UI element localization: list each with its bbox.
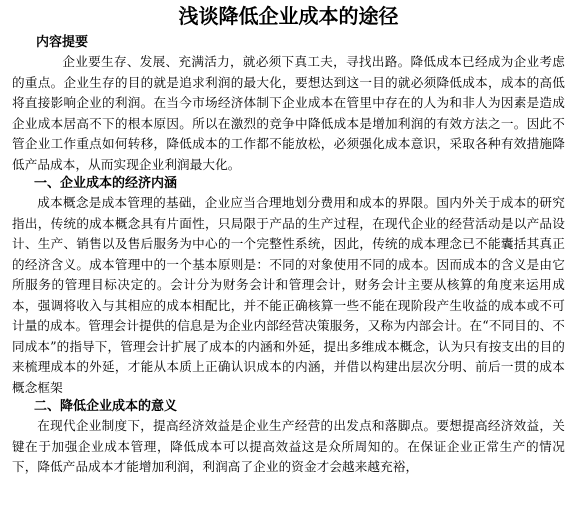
abstract-heading: 内容提要 — [36, 35, 89, 50]
document-title: 浅谈降低企业成本的途径 — [178, 4, 399, 28]
section-1-heading: 一、企业成本的经济内涵 — [34, 176, 178, 191]
section-1-paragraph: 成本概念是成本管理的基础，企业应当合理地划分费用和成本的界限。国内外关于成本的研究指出，传统的成本概念具有片面性，只局限于产品的生产过程，在现代企业的经营活动是以产品设计、生产、销售以及售后服务为中心的一个完整性系统，因此，传统的成本理念已不能囊括其真正的经济含义。成本管理中的一个基本原则是：不同的对象使用不同的成本。因而成本的含义是由它所服务的管理目标决定的。会计分为财务会计和管理会计，财务会计主要从核算的角度来运用成本，强调将收入与其相应的成本相配比，并不能正确核算一些不能在现阶段产生收益的成本或不可计量的成本。管理会计提供的信息是为企业内部经营决策服务，又称为内部会计。在“不同目的、不同成本”的指导下，管理会计扩展了成本的内涵和外延，提出多维成本概念，认为只有按支出的目的来梳理成本的外延，才能从本质上正确认识成本的内涵，并借以构建出层次分明、前后一贯的成本概念框架 — [12, 195, 565, 395]
section-2-heading: 二、降低企业成本的意义 — [34, 399, 178, 414]
abstract-paragraph: 企业要生存、发展、充满活力，就必须下真工夫，寻找出路。降低成本已经成为企业考虑的重点。企业生存的目的就是追求利润的最大化，要想达到这一目的就必须降低成本，成本的高低将直接影响企业的利润。在当今市场经济体制下企业成本在管里中存在的人为和非人为因素是造成企业成本居高不下的根本原因。所以在激烈的竞争中降低成本是增加利润的有效方法之一。因此不管企业工作重点如何转移，降低成本的工作都不能放松，必须强化成本意识，采取各种有效措施降低产品成本，从而实现企业利润最大化。 — [12, 54, 565, 172]
section-2-paragraph: 在现代企业制度下，提高经济效益是企业生产经营的出发点和落脚点。要想提高经济效益，关键在于加强企业成本管理，降低成本可以提高效益这是众所周知的。在保证企业正常生产的情况下，降低产品成本才能增加利润，利润高了企业的资金才会越来越充裕， — [12, 418, 565, 474]
